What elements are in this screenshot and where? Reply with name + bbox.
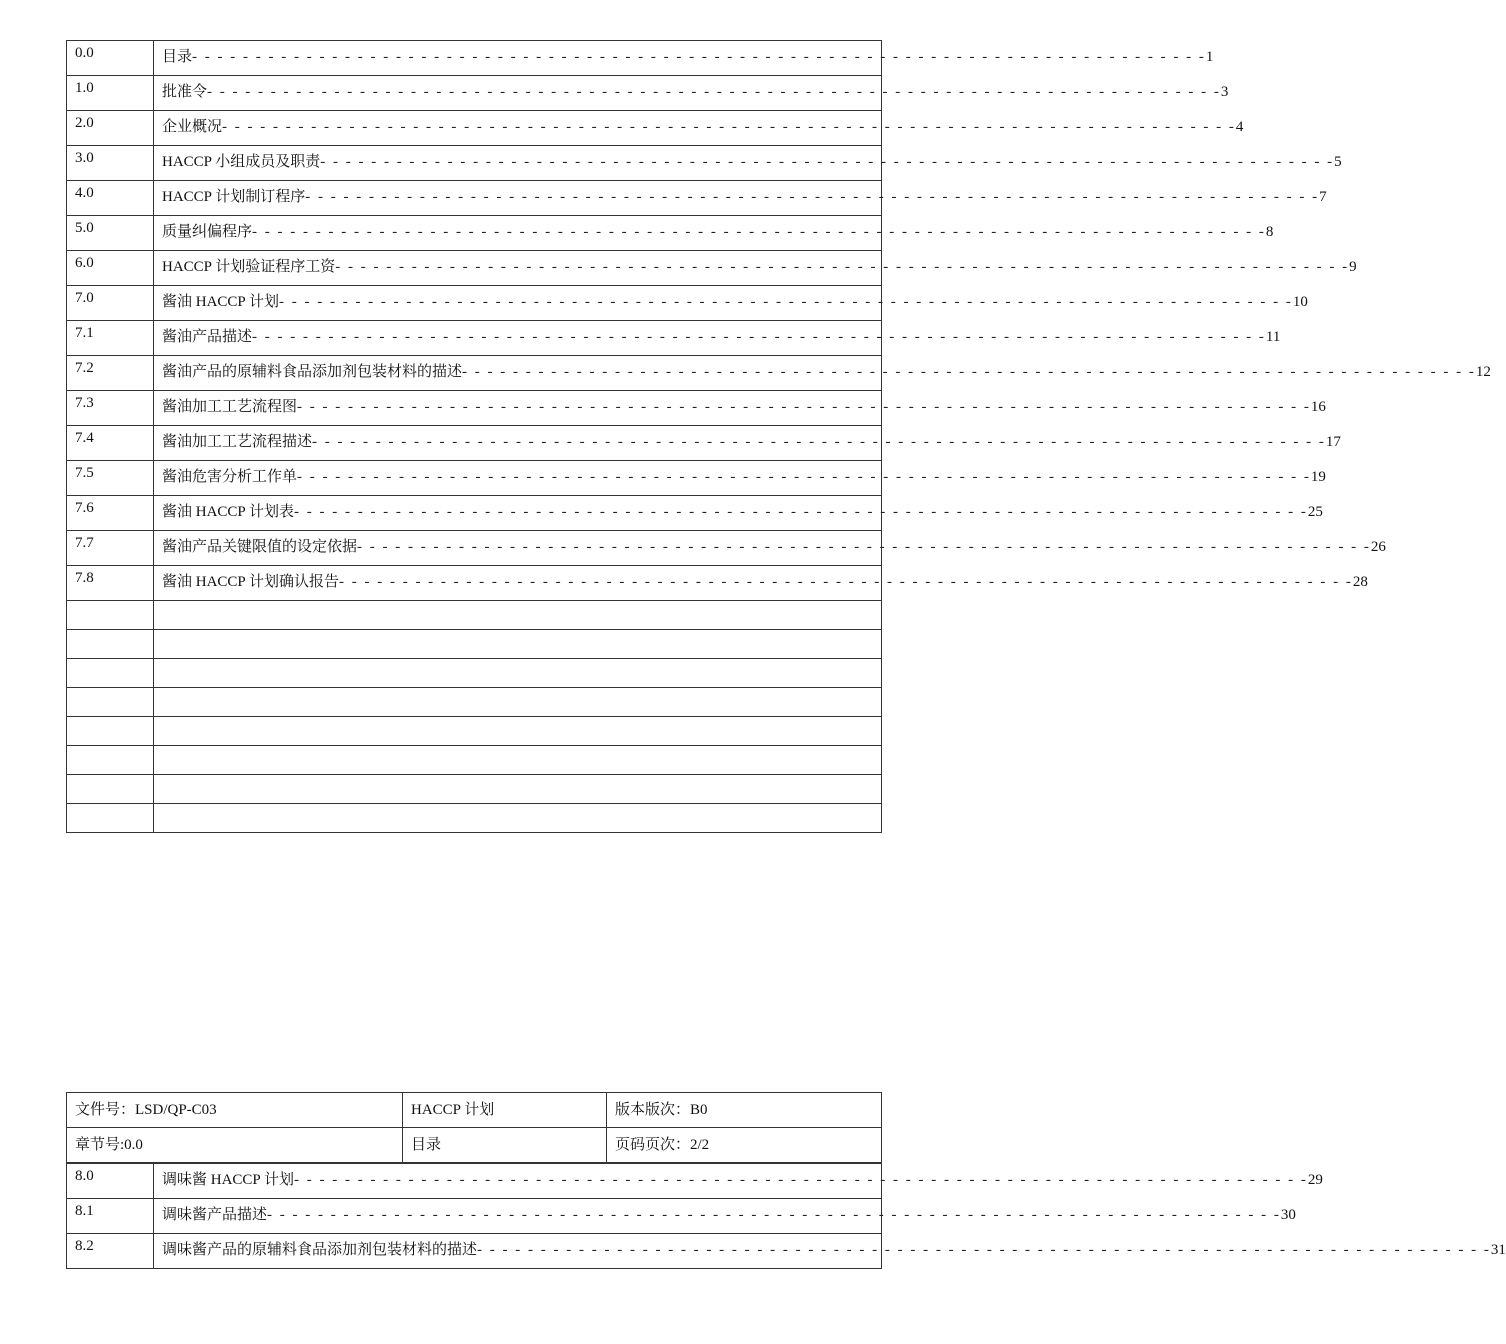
dotted-leader: - - - - - - - - - - - - - - - - - - - - - - - - - - - - - - - - - - - - - - - - - - - - - - - - - - - - - - - - - - - - - - - - - - - - - - - - - - - - - - - - <box>477 1242 1491 1258</box>
empty-cell <box>154 717 882 746</box>
toc-entry-number: 1.0 <box>67 76 154 111</box>
toc-row <box>67 111 882 146</box>
toc-entry-page: 5 <box>1334 154 1342 170</box>
dotted-leader: - - - - - - - - - - - - - - - - - - - - - - - - - - - - - - - - - - - - - - - - - - - - - - - - - - - - - - - - - - - - - - - - - - - - - - - - - - - - - - - - <box>462 364 1476 380</box>
empty-cell <box>67 630 154 659</box>
empty-cell <box>154 688 882 717</box>
empty-cell <box>67 804 154 833</box>
empty-cell <box>67 775 154 804</box>
toc-row <box>67 76 882 111</box>
dotted-leader: - - - - - - - - - - - - - - - - - - - - - - - - - - - - - - - - - - - - - - - - - - - - - - - - - - - - - - - - - - - - - - - - - - - - - - - - - - - - - - - - <box>252 224 1266 240</box>
toc-entry-line <box>162 255 1357 276</box>
toc-entry-number: 6.0 <box>67 251 154 286</box>
toc-entry-line <box>162 1238 1506 1259</box>
toc-entry-number: 7.4 <box>67 426 154 461</box>
page-indicator: 页码页次：2/2 <box>607 1128 882 1163</box>
toc-entry-page: 25 <box>1307 504 1323 520</box>
toc-body <box>67 41 1491 833</box>
empty-cell <box>67 688 154 717</box>
toc-entry <box>154 41 1214 76</box>
toc-entry-title: 调味酱 HACCP 计划 <box>162 1172 294 1188</box>
dotted-leader: - - - - - - - - - - - - - - - - - - - - - - - - - - - - - - - - - - - - - - - - - - - - - - - - - - - - - - - - - - - - - - - - - - - - - - - - - - - - - - - - <box>297 469 1311 485</box>
toc-entry-line <box>162 360 1491 381</box>
dotted-leader: - - - - - - - - - - - - - - - - - - - - - - - - - - - - - - - - - - - - - - - - - - - - - - - - - - - - - - - - - - - - - - - - - - - - - - - - - - - - - - - - <box>297 399 1311 415</box>
toc-entry-title: 调味酱产品的原辅料食品添加剂包装材料的描述 <box>162 1242 478 1258</box>
dotted-leader: - - - - - - - - - - - - - - - - - - - - - - - - - - - - - - - - - - - - - - - - - - - - - - - - - - - - - - - - - - - - - - - - - - - - - - - - - - - - - - - - <box>192 49 1206 65</box>
toc-entry-title: 目录 <box>162 49 193 65</box>
toc-entry-number: 8.2 <box>67 1234 154 1269</box>
toc-entry-number: 7.0 <box>67 286 154 321</box>
toc-entry-title: 酱油 HACCP 计划确认报告 <box>162 574 339 590</box>
toc-entry-page: 29 <box>1307 1172 1323 1188</box>
toc-continued-table <box>66 1163 1506 1269</box>
empty-row <box>67 659 882 688</box>
empty-cell <box>154 775 882 804</box>
toc-entry-page: 19 <box>1310 469 1326 485</box>
empty-row <box>67 688 882 717</box>
toc-entry-number: 7.2 <box>67 356 154 391</box>
dotted-leader: - - - - - - - - - - - - - - - - - - - - - - - - - - - - - - - - - - - - - - - - - - - - - - - - - - - - - - - - - - - - - - - - - - - - - - - - - - - - - - - - <box>267 1207 1281 1223</box>
toc-entry <box>154 391 1326 426</box>
toc-entry-page: 12 <box>1475 364 1491 380</box>
toc-continued-body <box>67 1164 1506 1269</box>
toc-entry-page: 26 <box>1370 539 1386 555</box>
toc-row <box>67 426 882 461</box>
toc-entry-page: 9 <box>1349 259 1357 275</box>
empty-row <box>67 746 882 775</box>
dotted-leader: - - - - - - - - - - - - - - - - - - - - - - - - - - - - - - - - - - - - - - - - - - - - - - - - - - - - - - - - - - - - - - - - - - - - - - - - - - - - - - - - <box>252 329 1266 345</box>
empty-row <box>67 717 882 746</box>
toc-entry-line <box>162 395 1326 416</box>
toc-row <box>67 41 882 76</box>
toc-entry-title: 调味酱产品描述 <box>162 1207 268 1223</box>
empty-row <box>67 775 882 804</box>
empty-row <box>67 601 882 630</box>
document-header-table <box>66 1092 882 1163</box>
toc-entry-page: 3 <box>1220 84 1229 100</box>
empty-cell <box>154 659 882 688</box>
toc-row <box>67 1199 882 1234</box>
toc-entry <box>154 1164 1323 1199</box>
dotted-leader: - - - - - - - - - - - - - - - - - - - - - - - - - - - - - - - - - - - - - - - - - - - - - - - - - - - - - - - - - - - - - - - - - - - - - - - - - - - - - - - - <box>293 504 1308 520</box>
dotted-leader: - - - - - - - - - - - - - - - - - - - - - - - - - - - - - - - - - - - - - - - - - - - - - - - - - - - - - - - - - - - - - - - - - - - - - - - - - - - - - - - - <box>320 154 1335 170</box>
empty-cell <box>67 717 154 746</box>
toc-entry-page: 10 <box>1292 294 1308 310</box>
toc-row <box>67 1234 882 1269</box>
toc-entry-number: 2.0 <box>67 111 154 146</box>
toc-row <box>67 321 882 356</box>
toc-entry-title: HACCP 计划制订程序 <box>162 189 306 205</box>
toc-entry-title: HACCP 小组成员及职责 <box>162 154 321 170</box>
toc-table <box>66 40 1491 833</box>
toc-entry-line <box>162 45 1214 66</box>
toc-entry-line <box>162 115 1244 136</box>
dotted-leader: - - - - - - - - - - - - - - - - - - - - - - - - - - - - - - - - - - - - - - - - - - - - - - - - - - - - - - - - - - - - - - - - - - - - - - - - - - - - - - - - <box>312 434 1326 450</box>
dotted-leader: - - - - - - - - - - - - - - - - - - - - - - - - - - - - - - - - - - - - - - - - - - - - - - - - - - - - - - - - - - - - - - - - - - - - - - - - - - - - - - - - <box>222 119 1236 135</box>
toc-entry <box>154 1234 1506 1269</box>
empty-cell <box>154 630 882 659</box>
toc-entry-number: 7.5 <box>67 461 154 496</box>
toc-row <box>67 146 882 181</box>
empty-cell <box>154 601 882 630</box>
empty-cell <box>67 659 154 688</box>
toc-entry-title: 酱油 HACCP 计划表 <box>162 504 294 520</box>
toc-entry-number: 4.0 <box>67 181 154 216</box>
toc-entry-line <box>162 325 1281 346</box>
toc-entry-title: HACCP 计划验证程序工资 <box>162 259 336 275</box>
dotted-leader: - - - - - - - - - - - - - - - - - - - - - - - - - - - - - - - - - - - - - - - - - - - - - - - - - - - - - - - - - - - - - - - - - - - - - - - - - - - - - - - - <box>293 1172 1308 1188</box>
toc-entry-line <box>162 430 1341 451</box>
dotted-leader: - - - - - - - - - - - - - - - - - - - - - - - - - - - - - - - - - - - - - - - - - - - - - - - - - - - - - - - - - - - - - - - - - - - - - - - - - - - - - - - - <box>305 189 1320 205</box>
toc-entry-number: 7.6 <box>67 496 154 531</box>
toc-entry <box>154 286 1308 321</box>
plan-name: HACCP 计划 <box>403 1093 607 1128</box>
empty-row <box>67 630 882 659</box>
toc-entry-line <box>162 150 1342 171</box>
empty-cell <box>67 601 154 630</box>
toc-entry <box>154 426 1341 461</box>
toc-entry <box>154 321 1281 356</box>
dotted-leader: - - - - - - - - - - - - - - - - - - - - - - - - - - - - - - - - - - - - - - - - - - - - - - - - - - - - - - - - - - - - - - - - - - - - - - - - - - - - - - - - <box>357 539 1371 555</box>
toc-entry-title: 酱油产品关键限值的设定依据 <box>162 539 358 555</box>
toc-entry-number: 5.0 <box>67 216 154 251</box>
toc-entry-line <box>162 500 1323 521</box>
toc-entry-title: 酱油产品描述 <box>162 329 253 345</box>
empty-cell <box>154 804 882 833</box>
toc-entry <box>154 76 1229 111</box>
toc-row <box>67 1164 882 1199</box>
toc-entry-title: 企业概况 <box>162 119 223 135</box>
toc-entry-page: 17 <box>1325 434 1341 450</box>
toc-entry-line <box>162 1168 1323 1189</box>
toc-entry-line <box>162 290 1308 311</box>
toc-entry-page: 1 <box>1205 49 1214 65</box>
dotted-leader: - - - - - - - - - - - - - - - - - - - - - - - - - - - - - - - - - - - - - - - - - - - - - - - - - - - - - - - - - - - - - - - - - - - - - - - - - - - - - - - - <box>207 84 1221 100</box>
toc-entry-number: 8.1 <box>67 1199 154 1234</box>
toc-entry-title: 酱油加工工艺流程描述 <box>162 434 313 450</box>
toc-row <box>67 496 882 531</box>
toc-entry <box>154 216 1274 251</box>
section-name: 目录 <box>403 1128 607 1163</box>
toc-entry <box>154 111 1244 146</box>
toc-entry-number: 0.0 <box>67 41 154 76</box>
header-row-1 <box>67 1093 882 1128</box>
toc-row <box>67 391 882 426</box>
toc-entry-title: 酱油加工工艺流程图 <box>162 399 298 415</box>
section-number: 章节号:0.0 <box>67 1128 403 1163</box>
toc-entry <box>154 1199 1296 1234</box>
toc-entry <box>154 531 1386 566</box>
dotted-leader: - - - - - - - - - - - - - - - - - - - - - - - - - - - - - - - - - - - - - - - - - - - - - - - - - - - - - - - - - - - - - - - - - - - - - - - - - - - - - - - - <box>278 294 1293 310</box>
toc-entry-title: 批准令 <box>162 84 208 100</box>
toc-row <box>67 181 882 216</box>
toc-row <box>67 356 882 391</box>
toc-entry-line <box>162 570 1368 591</box>
toc-entry-page: 31 <box>1490 1242 1506 1258</box>
toc-entry-number: 7.7 <box>67 531 154 566</box>
toc-entry-number: 7.3 <box>67 391 154 426</box>
toc-entry-page: 8 <box>1265 224 1274 240</box>
toc-row <box>67 251 882 286</box>
empty-cell <box>67 746 154 775</box>
toc-entry-page: 16 <box>1310 399 1326 415</box>
toc-entry-title: 质量纠偏程序 <box>162 224 253 240</box>
toc-entry-title: 酱油产品的原辅料食品添加剂包装材料的描述 <box>162 364 463 380</box>
toc-entry-page: 28 <box>1352 574 1368 590</box>
toc-entry <box>154 181 1327 216</box>
toc-row <box>67 461 882 496</box>
header-row-2 <box>67 1128 882 1163</box>
toc-entry <box>154 356 1491 391</box>
toc-entry <box>154 566 1368 601</box>
dotted-leader: - - - - - - - - - - - - - - - - - - - - - - - - - - - - - - - - - - - - - - - - - - - - - - - - - - - - - - - - - - - - - - - - - - - - - - - - - - - - - - - - <box>335 259 1350 275</box>
toc-row <box>67 286 882 321</box>
toc-entry <box>154 461 1326 496</box>
toc-entry-page: 4 <box>1235 119 1244 135</box>
toc-entry-line <box>162 80 1229 101</box>
toc-entry-number: 3.0 <box>67 146 154 181</box>
toc-entry-number: 7.1 <box>67 321 154 356</box>
empty-row <box>67 804 882 833</box>
toc-entry-line <box>162 220 1274 241</box>
toc-entry-title: 酱油 HACCP 计划 <box>162 294 279 310</box>
toc-entry-title: 酱油危害分析工作单 <box>162 469 298 485</box>
toc-entry <box>154 496 1323 531</box>
toc-entry-page: 30 <box>1280 1207 1296 1223</box>
toc-entry-line <box>162 465 1326 486</box>
toc-row <box>67 531 882 566</box>
toc-entry-number: 8.0 <box>67 1164 154 1199</box>
toc-entry-page: 11 <box>1265 329 1281 345</box>
toc-entry-line <box>162 185 1327 206</box>
toc-entry-line <box>162 1203 1296 1224</box>
toc-row <box>67 216 882 251</box>
toc-entry-page: 7 <box>1319 189 1327 205</box>
empty-cell <box>154 746 882 775</box>
toc-entry-line <box>162 535 1386 556</box>
toc-entry-number: 7.8 <box>67 566 154 601</box>
version: 版本版次：B0 <box>607 1093 882 1128</box>
doc-number: 文件号：LSD/QP-C03 <box>67 1093 403 1128</box>
toc-entry <box>154 146 1342 181</box>
toc-row <box>67 566 882 601</box>
toc-entry <box>154 251 1357 286</box>
dotted-leader: - - - - - - - - - - - - - - - - - - - - - - - - - - - - - - - - - - - - - - - - - - - - - - - - - - - - - - - - - - - - - - - - - - - - - - - - - - - - - - - - <box>338 574 1353 590</box>
